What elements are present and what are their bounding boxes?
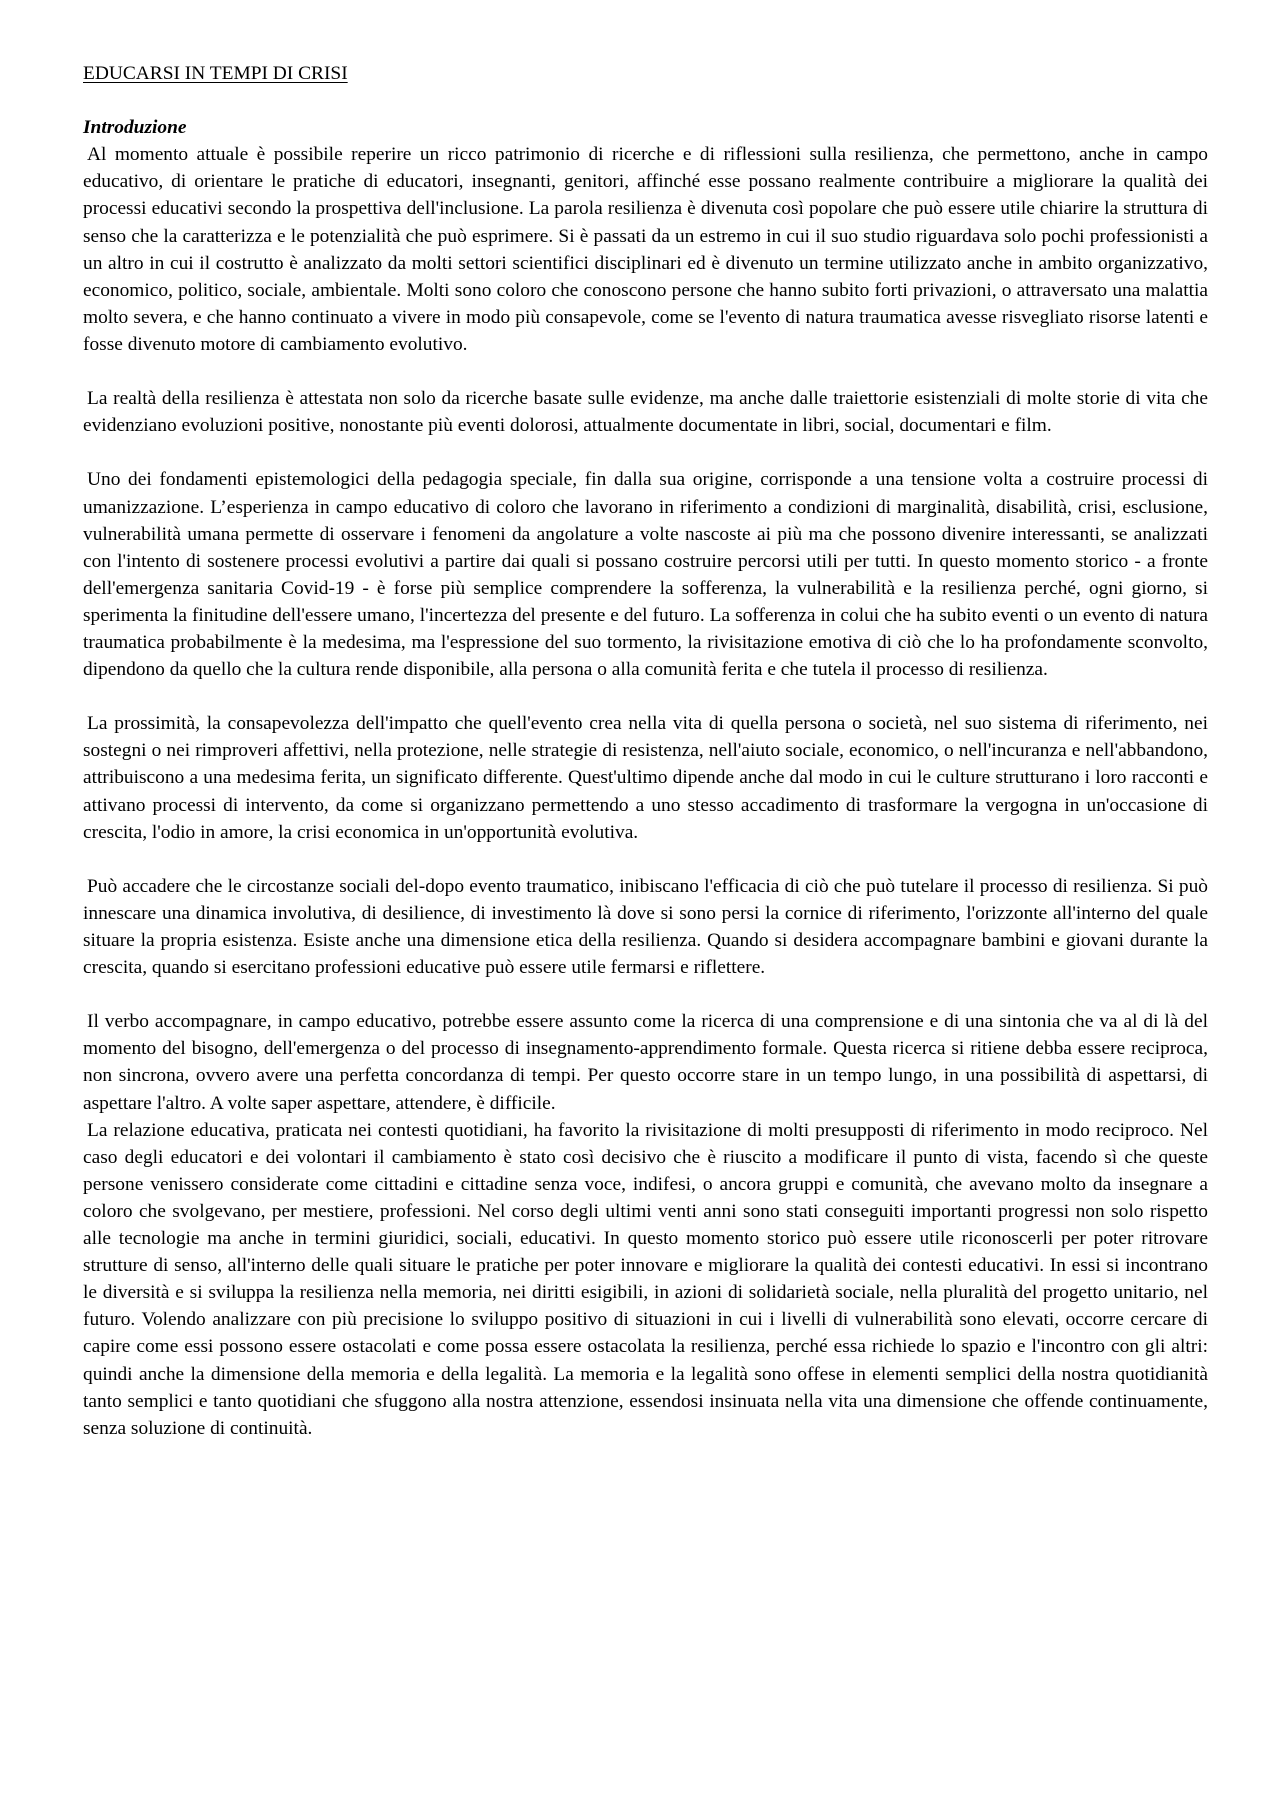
document-title: EDUCARSI IN TEMPI DI CRISI — [83, 63, 348, 84]
paragraph-gap — [83, 439, 1208, 466]
paragraph-3: Uno dei fondamenti epistemologici della pedagogia speciale, fin dalla sua origine, corrisponde a una tensione volta a costruire processi di umanizzazione. L’esperienza in campo educativo di coloro che lavorano in riferimento a condizioni di marginalità, disabilità, crisi, esclusione, vulnerabilità umana permette di osservare i fenomeni da angolature a volte nascoste ai più ma che possono divenire interessanti, se analizzati con l'intento di sostenere processi evolutivi a partire dai quali si possano costruire percorsi utili per tutti. In questo momento storico - a fronte dell'emergenza sanitaria Covid-19 - è forse più semplice comprendere la sofferenza, la vulnerabilità e la resilienza perché, ogni giorno, si sperimenta la finitudine dell'essere umano, l'incertezza del presente e del futuro. La sofferenza in colui che ha subito eventi o un evento di natura traumatica probabilmente è la medesima, ma l'espressione del suo tormento, la rivisitazione emotiva di ciò che lo ha profondamente sconvolto, dipendono da quello che la cultura rende disponibile, alla persona o alla comunità ferita e che tutela il processo di resilienza. — [83, 469, 1208, 681]
paragraph-5: Può accadere che le circostanze sociali del-dopo evento traumatico, inibiscano l'efficacia di ciò che può tutelare il processo di resilienza. Si può innescare una dinamica involutiva, di desilience, di investimento là dove si sono persi la cornice di riferimento, l'orizzonte all'interno del quale situare la propria esistenza. Esiste anche una dimensione etica della resilienza. Quando si desidera accompagnare bambini e giovani durante la crescita, quando si esercitano professioni educative può essere utile fermarsi e riflettere. — [83, 875, 1208, 979]
paragraph-2: La realtà della resilienza è attestata non solo da ricerche basate sulle evidenze, ma anche dalle traiettorie esistenziali di molte storie di vita che evidenziano evoluzioni positive, nonostante più eventi dolorosi, attualmente documentate in libri, social, documentari e film. — [83, 388, 1208, 437]
paragraph-4: La prossimità, la consapevolezza dell'impatto che quell'evento crea nella vita di quella persona o società, nel suo sistema di riferimento, nei sostegni o nei rimproveri affettivi, nella protezione, nelle strategie di resistenza, nell'aiuto sociale, economico, o nell'incuranza e nell'abbandono, attribuiscono a una medesima ferita, un significato differente. Quest'ultimo dipende anche dal modo in cui le culture strutturano i loro racconti e attivano processi di intervento, da come si organizzano permettendo a uno stesso accadimento di trasformare la vergogna in un'occasione di crescita, l'odio in amore, la crisi economica in un'opportunità evolutiva. — [83, 713, 1208, 843]
paragraph-6: Il verbo accompagnare, in campo educativo, potrebbe essere assunto come la ricerca di una comprensione e di una sintonia che va al di là del momento del bisogno, dell'emergenza o del processo di insegnamento-apprendimento formale. Questa ricerca si ritiene debba essere reciproca, non sincrona, ovvero avere una perfetta concordanza di tempi. Per questo occorre stare in un tempo lungo, in una possibilità di aspettarsi, di aspettare l'altro. A volte saper aspettare, attendere, è difficile. — [83, 1011, 1208, 1114]
paragraph-gap — [83, 846, 1208, 873]
paragraph-1: Al momento attuale è possibile reperire un ricco patrimonio di ricerche e di riflessioni sulla resilienza, che permettono, anche in campo educativo, di orientare le pratiche di educatori, insegnanti, genitori, affinché esse possano realmente contribuire a migliorare la qualità dei processi educativi secondo la prospettiva dell'inclusione. La parola resilienza è divenuta così popolare che può essere utile chiarire la struttura di senso che la caratterizza e le potenzialità che può esprimere. Si è passati da un estremo in cui il suo studio riguardava solo pochi professionisti a un altro in cui il costrutto è analizzato da molti settori scientifici disciplinari ed è divenuto un termine utilizzato anche in ambito organizzativo, economico, politico, sociale, ambientale. Molti sono coloro che conoscono persone che hanno subito forti privazioni, o attraversato una malattia molto severa, e che hanno continuato a vivere in modo più consapevole, come se l'evento di natura traumatica avesse risvegliato risorse latenti e fosse divenuto motore di cambiamento evolutivo. — [83, 144, 1208, 355]
document-page — [83, 60, 1208, 1442]
paragraph-7: La relazione educativa, praticata nei contesti quotidiani, ha favorito la rivisitazione di molti presupposti di riferimento in modo reciproco. Nel caso degli educatori e dei volontari il cambiamento è stato così decisivo che è riuscito a modificare il punto di vista, facendo sì che queste persone venissero considerate come cittadini e cittadine senza voce, indifesi, o ancora gruppi e comunità, che avevano molto da insegnare a coloro che svolgevano, per mestiere, professioni. Nel corso degli ultimi venti anni sono stati conseguiti importanti progressi non solo rispetto alle tecnologie ma anche in termini giuridici, sociali, educativi. In questo momento storico può essere utile riconoscerli per poter ritrovare strutture di senso, all'interno delle quali situare le pratiche per poter innovare e migliorare la qualità dei contesti educativi. In essi si incontrano le diversità e si sviluppa la resilienza nella memoria, nei diritti esigibili, in azioni di solidarietà sociale, nella pluralità del progetto unitario, nel futuro. Volendo analizzare con più precisione lo sviluppo positivo di situazioni in cui i livelli di vulnerabilità sono elevati, occorre cercare di capire come essi possono essere ostacolati e come possa essere ostacolata la resilienza, perché essa richiede lo spazio e l'incontro con gli altri: quindi anche la dimensione della memoria e della legalità. La memoria e la legalità sono offese in elementi semplici della nostra quotidianità tanto semplici e tanto quotidiani che sfuggono alla nostra attenzione, essendosi insinuata nella vita una dimensione che offende continuamente, senza soluzione di continuità. — [83, 1119, 1208, 1439]
paragraph-gap — [83, 981, 1208, 1008]
blank-line — [83, 87, 1208, 114]
section-heading-introduzione: Introduzione — [83, 117, 187, 139]
paragraph-gap — [83, 683, 1208, 710]
paragraph-gap — [83, 358, 1208, 385]
